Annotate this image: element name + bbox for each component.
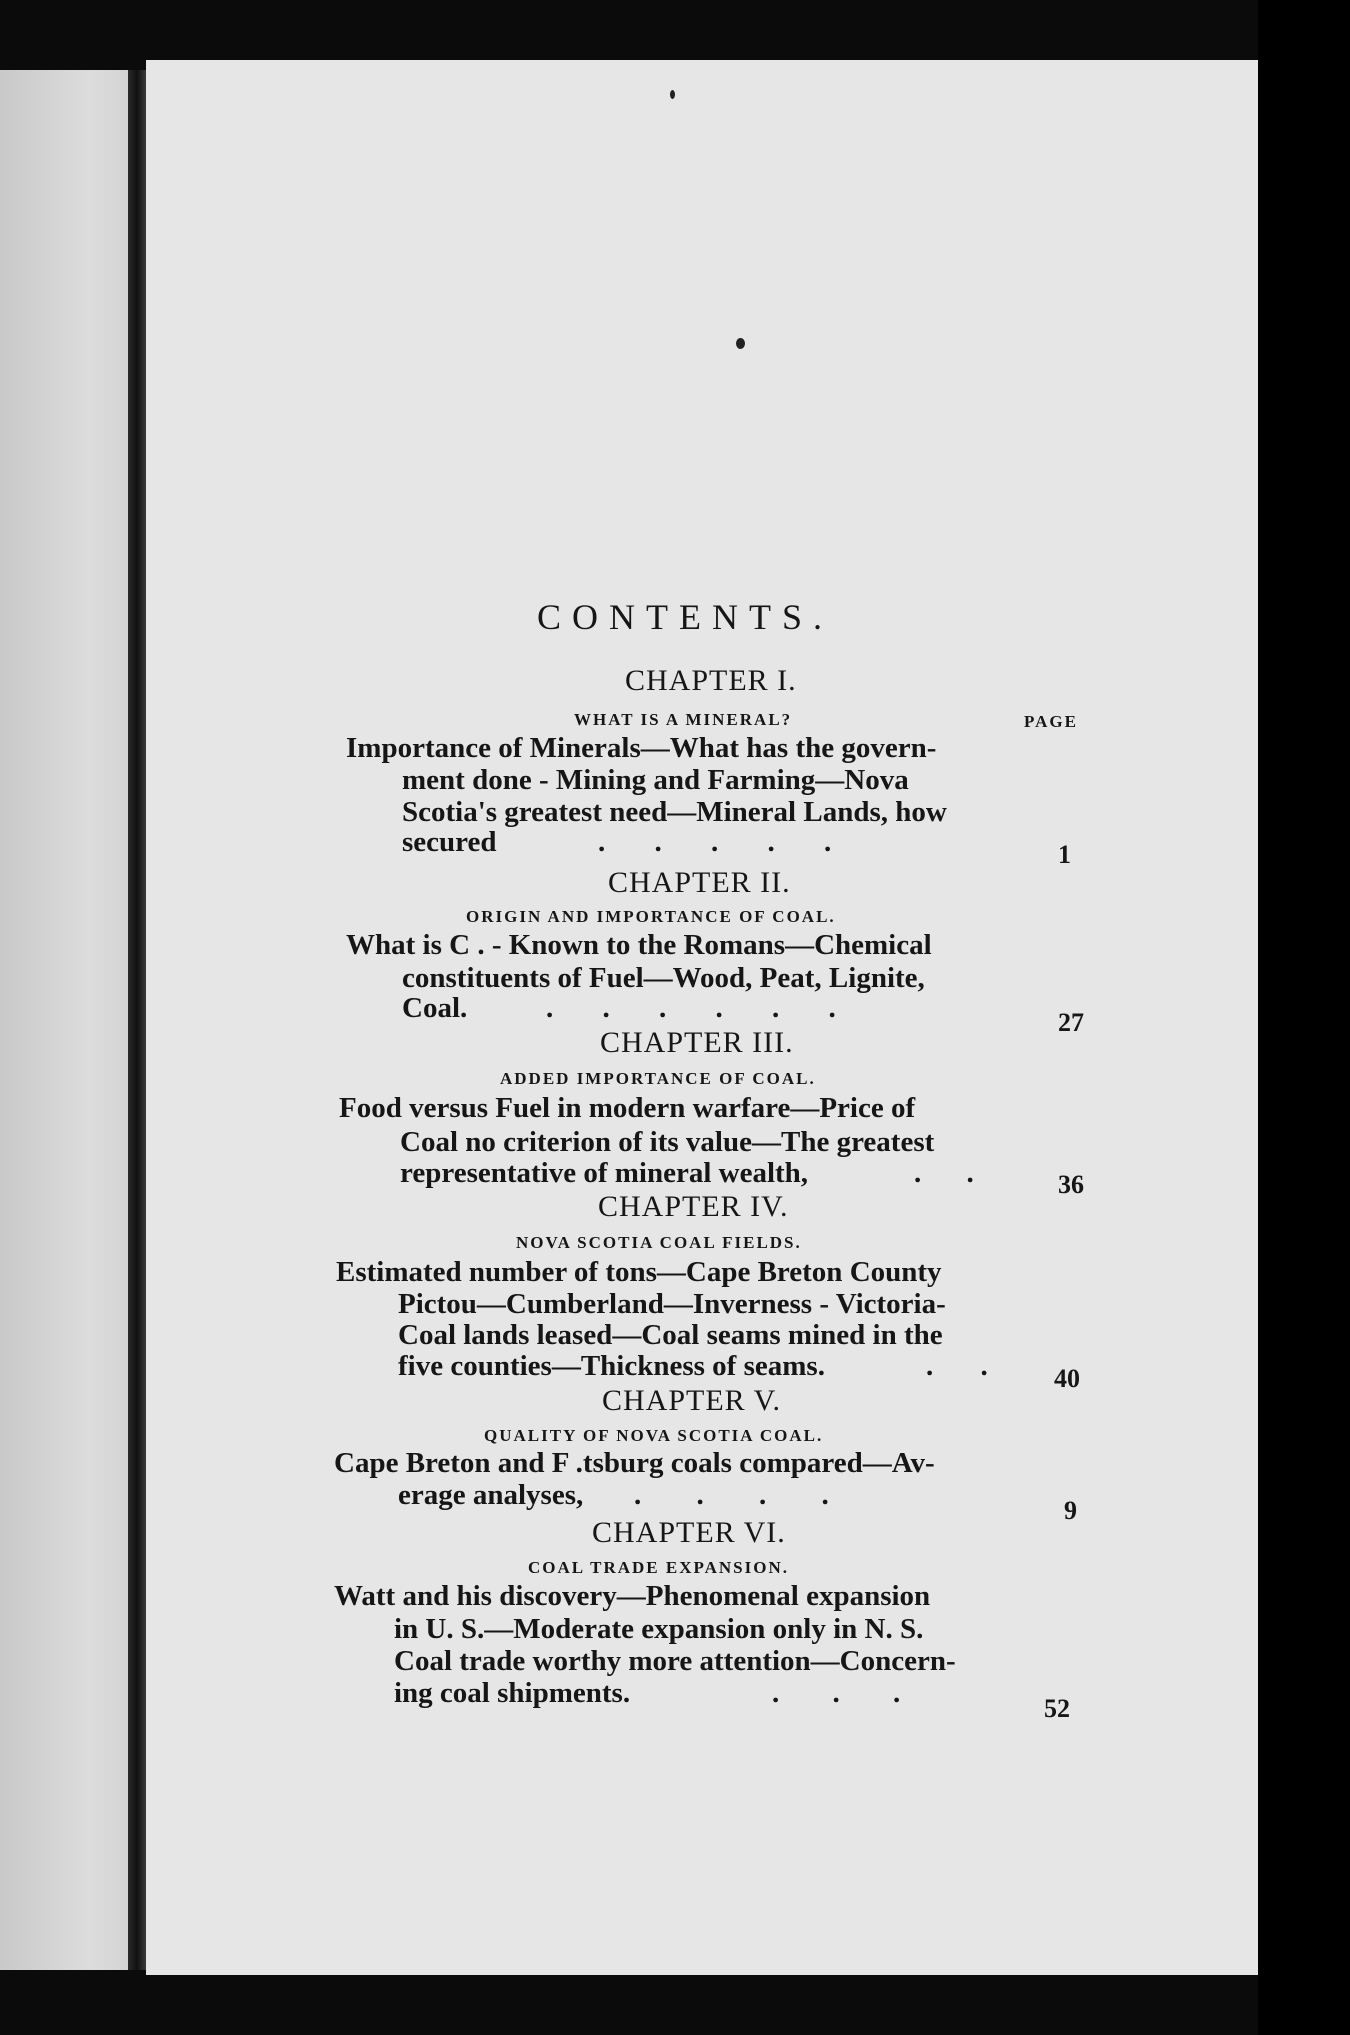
chapter-heading: CHAPTER I.: [625, 664, 797, 697]
toc-line: representative of mineral wealth,: [400, 1157, 809, 1189]
dot-leader: . . . .: [634, 1479, 829, 1511]
toc-line: Pictou—Cumberland—Inverness - Victoria-: [398, 1288, 946, 1320]
page-number: 52: [1044, 1694, 1070, 1723]
book-spine: [128, 70, 146, 1970]
chapter-subtitle: QUALITY OF NOVA SCOTIA COAL.: [484, 1426, 824, 1445]
page-number: 9: [1064, 1496, 1077, 1525]
toc-line: What is C . - Known to the Romans—Chemical: [346, 929, 932, 961]
dot-leader: . . . . .: [598, 826, 832, 858]
chapter-heading: CHAPTER IV.: [598, 1190, 789, 1223]
toc-line: in U. S.—Moderate expansion only in N. S.: [394, 1613, 924, 1645]
page-number: 36: [1058, 1170, 1084, 1199]
page-number: 1: [1058, 840, 1071, 869]
toc-line: ment done - Mining and Farming—Nova: [402, 764, 909, 796]
page-number: 40: [1054, 1364, 1080, 1393]
toc-line: Coal trade worthy more attention—Concern-: [394, 1645, 956, 1677]
dot-leader: . .: [926, 1350, 988, 1382]
dot-leader: . . . . . .: [546, 992, 836, 1024]
toc-line: Estimated number of tons—Cape Breton County: [336, 1256, 942, 1288]
scan-border: [1258, 0, 1350, 2035]
chapter-subtitle: COAL TRADE EXPANSION.: [528, 1558, 789, 1577]
chapter-heading: CHAPTER VI.: [592, 1516, 786, 1549]
chapter-subtitle: ORIGIN AND IMPORTANCE OF COAL.: [466, 907, 836, 926]
contents-title: CONTENTS.: [537, 597, 833, 637]
dot-leader: . .: [914, 1157, 974, 1189]
dot-leader: . . .: [772, 1677, 901, 1709]
chapter-subtitle: ADDED IMPORTANCE OF COAL.: [500, 1069, 816, 1088]
toc-line: Coal no criterion of its value—The greatest: [400, 1126, 935, 1158]
ink-speck: [736, 338, 745, 349]
toc-line: Importance of Minerals—What has the govern-: [346, 732, 937, 764]
toc-line: Food versus Fuel in modern warfare—Price of: [339, 1092, 916, 1124]
chapter-subtitle: WHAT IS A MINERAL?: [574, 710, 793, 729]
page-column-label: PAGE: [1024, 712, 1078, 731]
toc-line: Coal lands leased—Coal seams mined in the: [398, 1319, 943, 1351]
toc-line: ing coal shipments.: [394, 1677, 631, 1709]
toc-line: erage analyses,: [398, 1479, 584, 1511]
chapter-heading: CHAPTER V.: [602, 1384, 781, 1417]
toc-line: Watt and his discovery—Phenomenal expansion: [334, 1580, 931, 1612]
toc-line: Coal.: [402, 992, 468, 1024]
ink-speck: [670, 90, 675, 99]
chapter-subtitle: NOVA SCOTIA COAL FIELDS.: [516, 1233, 802, 1252]
toc-line: Scotia's greatest need—Mineral Lands, how: [402, 796, 947, 828]
toc-line: constituents of Fuel—Wood, Peat, Lignite,: [402, 962, 925, 994]
toc-line: five counties—Thickness of seams.: [398, 1350, 825, 1382]
page-number: 27: [1058, 1008, 1084, 1037]
toc-line: Cape Breton and F .tsburg coals compared—Av-: [334, 1447, 935, 1479]
chapter-heading: CHAPTER II.: [608, 866, 791, 899]
toc-line: secured: [402, 826, 497, 858]
chapter-heading: CHAPTER III.: [600, 1026, 794, 1059]
